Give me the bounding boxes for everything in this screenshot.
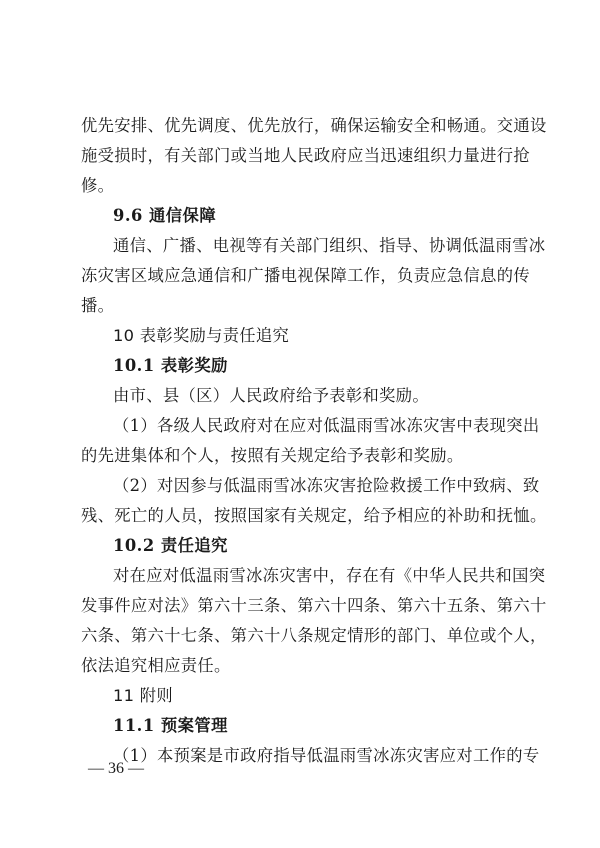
body-text-line: 六条、第六十七条、第六十八条规定情形的部门、单位或个人， xyxy=(81,626,547,645)
body-text-line: 由市、县（区）人民政府给予表彰和奖励。 xyxy=(113,386,429,405)
section-heading-11-1: 11.1 预案管理 xyxy=(113,716,228,735)
body-text-line: 残、死亡的人员，按照国家有关规定，给予相应的补助和抚恤。 xyxy=(81,506,547,525)
body-text-line: 施受损时，有关部门或当地人民政府应当迅速组织力量进行抢 xyxy=(81,146,531,165)
body-text-line: 依法追究相应责任。 xyxy=(81,656,231,675)
body-text-line: 冻灾害区域应急通信和广播电视保障工作，负责应急信息的传 xyxy=(81,266,531,285)
body-text-line: （1）本预案是市政府指导低温雨雪冰冻灾害应对工作的专 xyxy=(113,746,540,765)
body-text-line: 修。 xyxy=(81,176,115,195)
chapter-heading-11: 11 附则 xyxy=(113,686,173,705)
section-heading-9-6: 9.6 通信保障 xyxy=(113,206,217,225)
body-text-line: 优先安排、优先调度、优先放行，确保运输安全和畅通。交通设 xyxy=(81,116,547,135)
page-number: — 36 — xyxy=(88,760,144,777)
section-heading-10-2: 10.2 责任追究 xyxy=(113,536,228,555)
body-text-line: （1）各级人民政府对在应对低温雨雪冰冻灾害中表现突出 xyxy=(113,416,540,435)
chapter-heading-10: 10 表彰奖励与责任追究 xyxy=(113,326,290,345)
body-text-line: （2）对因参与低温雨雪冰冻灾害抢险救援工作中致病、致 xyxy=(113,476,540,495)
body-text-line: 播。 xyxy=(81,296,115,315)
body-text-line: 对在应对低温雨雪冰冻灾害中，存在有《中华人民共和国突 xyxy=(113,566,546,585)
section-heading-10-1: 10.1 表彰奖励 xyxy=(113,356,228,375)
body-text-line: 发事件应对法》第六十三条、第六十四条、第六十五条、第六十 xyxy=(81,596,547,615)
body-text-line: 通信、广播、电视等有关部门组织、指导、协调低温雨雪冰 xyxy=(113,236,546,255)
body-text-line: 的先进集体和个人，按照有关规定给予表彰和奖励。 xyxy=(81,446,464,465)
